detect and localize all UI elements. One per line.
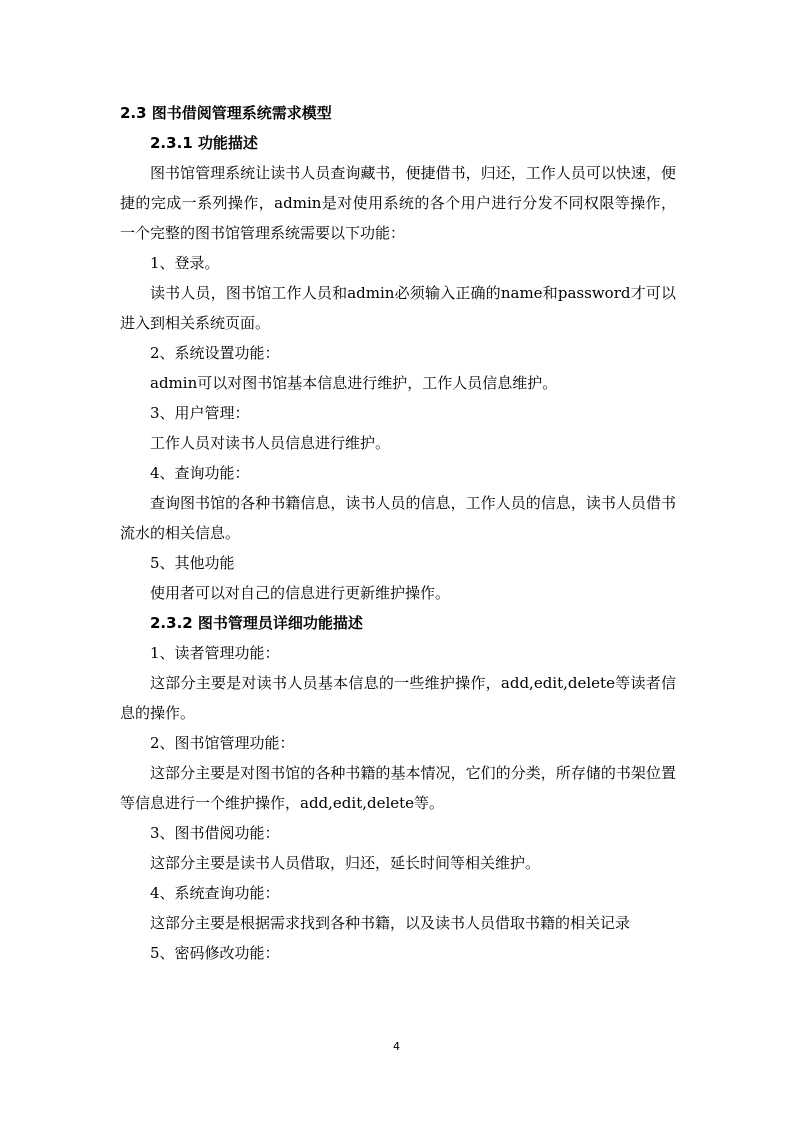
page-number: 4	[393, 1040, 400, 1053]
librarian-item-title: 4、系统查询功能：	[150, 884, 280, 902]
function-item-desc: 使用者可以对自己的信息进行更新维护操作。	[150, 584, 451, 602]
librarian-item-title: 2、图书馆管理功能：	[150, 734, 295, 752]
librarian-item-desc: 这部分主要是对读书人员基本信息的一些维护操作，add,edit,delete等读者信息的操作。	[120, 674, 676, 722]
subsection-heading-librarian: 2.3.2 图书管理员详细功能描述	[150, 614, 363, 632]
function-item-title: 3、用户管理：	[150, 404, 250, 422]
librarian-item-desc: 这部分主要是读书人员借取，归还，延长时间等相关维护。	[150, 854, 541, 872]
function-item-desc: 工作人员对读书人员信息进行维护。	[150, 434, 391, 452]
section-heading: 2.3 图书借阅管理系统需求模型	[120, 104, 332, 122]
intro-paragraph: 图书馆管理系统让读书人员查询藏书，便捷借书，归还，工作人员可以快速，便捷的完成一系列操作，admin是对使用系统的各个用户进行分发不同权限等操作，一个完整的图书馆管理系统需要以下功能：	[120, 164, 676, 242]
function-item-desc: admin可以对图书馆基本信息进行维护，工作人员信息维护。	[150, 374, 558, 392]
librarian-item-desc: 这部分主要是对图书馆的各种书籍的基本情况，它们的分类，所存储的书架位置等信息进行一个维护操作，add,edit,delete等。	[120, 764, 676, 812]
function-item-desc: 读书人员，图书馆工作人员和admin必须输入正确的name和password才可以进入到相关系统页面。	[120, 284, 676, 332]
librarian-item-desc: 这部分主要是根据需求找到各种书籍，以及读书人员借取书籍的相关记录	[150, 914, 631, 932]
page-content	[120, 98, 676, 968]
subsection-heading-functions: 2.3.1 功能描述	[150, 134, 258, 152]
function-item-title: 5、其他功能	[150, 554, 235, 572]
function-item-desc: 查询图书馆的各种书籍信息，读书人员的信息，工作人员的信息，读书人员借书流水的相关信息。	[120, 494, 676, 542]
function-item-title: 2、系统设置功能：	[150, 344, 280, 362]
librarian-item-title: 3、图书借阅功能：	[150, 824, 280, 842]
function-item-title: 4、查询功能：	[150, 464, 250, 482]
librarian-item-title: 1、读者管理功能：	[150, 644, 280, 662]
function-item-title: 1、登录。	[150, 254, 220, 272]
librarian-item-title: 5、密码修改功能：	[150, 944, 280, 962]
